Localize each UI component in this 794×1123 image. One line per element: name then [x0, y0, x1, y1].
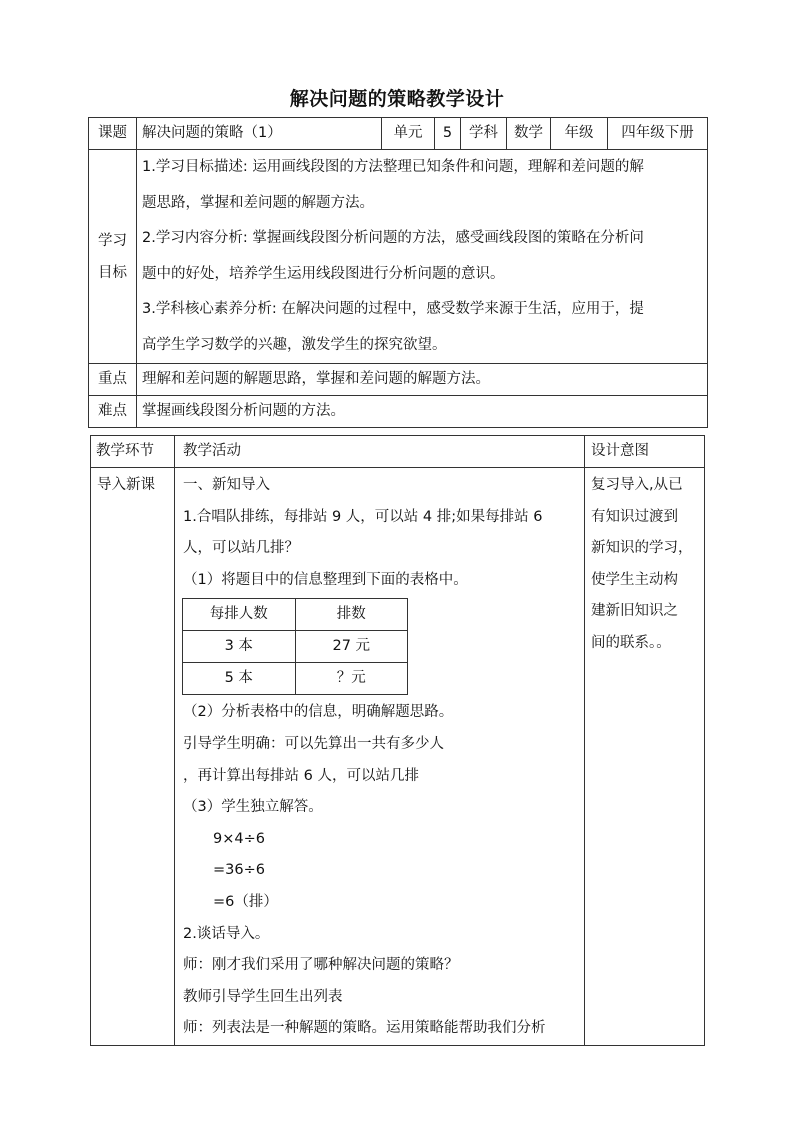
unit-label: 单元 [382, 118, 435, 150]
intent-line: 建新旧知识之 [591, 603, 678, 620]
activity-cell [175, 468, 585, 1046]
lesson-row [89, 118, 708, 150]
lesson-value: 解决问题的策略（1） [137, 118, 382, 150]
page-title: 解决问题的策略教学设计 [289, 88, 505, 110]
key-point-label: 重点 [89, 364, 137, 396]
teaching-plan-table [90, 435, 705, 1046]
goal-line: 1.学习目标描述: 运用画线段图的方法整理已知条件和问题，理解和差问题的解 [142, 159, 644, 175]
inner-cell: 27 元 [295, 631, 408, 663]
activity-line: 教师引导学生回生出列表 [183, 988, 343, 1005]
goal-line: 2.学习内容分析: 掌握画线段图分析问题的方法，感受画线段图的策略在分析问 [142, 230, 644, 246]
intent-cell [585, 468, 705, 1046]
intent-line: 有知识过渡到 [591, 508, 678, 525]
plan-header-row [91, 436, 705, 468]
inner-cell: 5 本 [183, 663, 296, 695]
activity-line: （2）分析表格中的信息，明确解题思路。 [183, 704, 454, 721]
inner-cell: ？元 [295, 663, 408, 695]
activity-line: 引导学生明确：可以先算出一共有多少人 [183, 735, 444, 752]
activity-line: 2.谈话导入。 [183, 925, 270, 942]
activity-line: 1.合唱队排练，每排站 9 人，可以站 4 排;如果每排站 6 [183, 508, 543, 525]
key-point-value: 理解和差问题的解题思路，掌握和差问题的解题方法。 [137, 364, 708, 396]
intent-line: 新知识的学习， [591, 540, 693, 557]
inner-row [183, 631, 408, 663]
lesson-label: 课题 [89, 118, 137, 150]
intent-header: 设计意图 [585, 436, 705, 468]
inner-row [183, 663, 408, 695]
stage-header: 教学环节 [91, 436, 175, 468]
intent-line: 复习导入,从已 [591, 477, 683, 493]
goals-label-line-2: 目标 [98, 264, 127, 281]
difficulty-row [89, 396, 708, 428]
activity-line: 师：刚才我们采用了哪种解决问题的策略？ [183, 957, 459, 974]
unit-value: 5 [435, 118, 461, 150]
goals-label [89, 150, 137, 364]
goal-line: 题思路，掌握和差问题的解题方法。 [142, 194, 374, 211]
grade-label: 年级 [551, 118, 608, 150]
activity-header: 教学活动 [175, 436, 585, 468]
activity-line: 师：列表法是一种解题的策略。运用策略能帮助我们分析 [183, 1020, 546, 1037]
subject-value: 数学 [507, 118, 551, 150]
plan-row [91, 468, 705, 1046]
stage-cell: 导入新课 [91, 468, 175, 1046]
goal-line: 题中的好处，培养学生运用线段图进行分析问题的意识。 [142, 265, 505, 282]
info-organizer-table [182, 598, 408, 695]
difficulty-label: 难点 [89, 396, 137, 428]
inner-header-cell: 每排人数 [183, 599, 296, 631]
intent-line: 使学生主动构 [591, 571, 678, 588]
goals-label-line-1: 学习 [98, 232, 127, 249]
goal-line: 3.学科核心素养分析: 在解决问题的过程中，感受数学来源于生活，应用于，提 [142, 301, 644, 317]
inner-header-cell: 排数 [295, 599, 408, 631]
goals-content [137, 150, 708, 364]
difficulty-value: 掌握画线段图分析问题的方法。 [137, 396, 708, 428]
activity-line: （3）学生独立解答。 [183, 799, 323, 816]
intent-line: 间的联系。。 [591, 634, 671, 651]
activity-line: （1）将题目中的信息整理到下面的表格中。 [183, 571, 468, 588]
goal-line: 高学生学习数学的兴趣，激发学生的探究欲望。 [142, 336, 447, 353]
calc-line: =36÷6 [213, 862, 265, 879]
activity-line: 人，可以站几排？ [183, 540, 299, 557]
inner-cell: 3 本 [183, 631, 296, 663]
grade-value: 四年级下册 [608, 118, 708, 150]
key-point-row [89, 364, 708, 396]
activity-line: 一、新知导入 [183, 477, 270, 493]
calc-line: =6（排） [213, 893, 278, 910]
goals-row [89, 150, 708, 364]
subject-label: 学科 [461, 118, 507, 150]
lesson-info-table [88, 117, 708, 428]
calc-line: 9×4÷6 [213, 830, 265, 847]
activity-line: ，再计算出每排站 6 人，可以站几排 [183, 767, 419, 784]
inner-header-row [183, 599, 408, 631]
